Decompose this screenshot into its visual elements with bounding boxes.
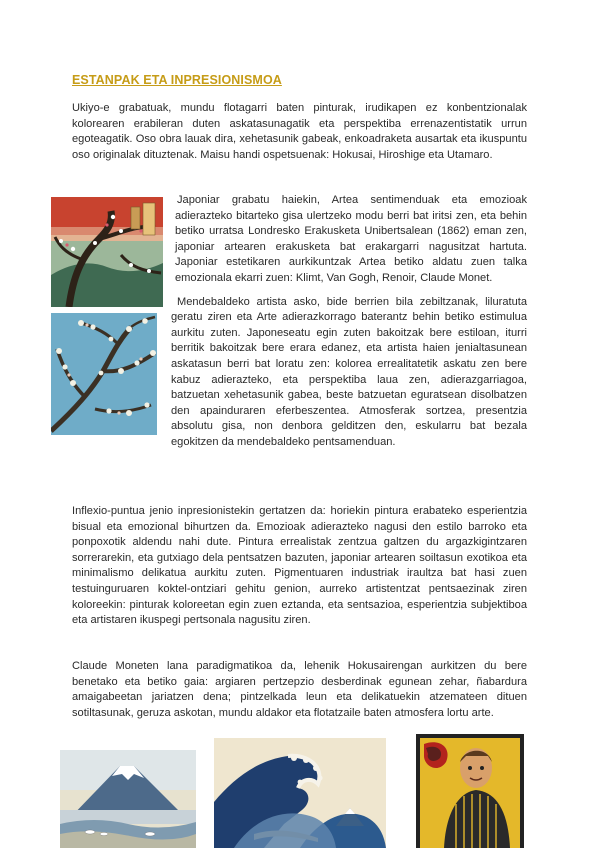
van-gogh-portrait-image xyxy=(416,734,524,848)
mount-fuji-print-image xyxy=(60,750,196,848)
plum-garden-print-image xyxy=(51,197,163,307)
float-block xyxy=(51,193,527,451)
paragraph-ukiyo-e: Ukiyo-e grabatuak, mundu flotagarri baten pinturak, irudikapen ez konbentzionalak kolorearen erabileran duten askatasunagatik eta perspektiba errenazentistatik urrun egoteagatik. Oso obra lauak dira, xehetasunik gabeak, enkoadraketa ausartak eta ikuspuntu oso originalak dituztenak. Maisu handi ospetsuenak: Hokusai, Hiroshige eta Utamaro. xyxy=(72,102,527,161)
great-wave-print-image xyxy=(214,738,386,848)
paragraph-japanese-prints: Japoniar grabatu haiekin, Artea sentimenduak eta emozioak adierazteko bitarteko gisa ulertzeko modu berri bat iritsi zen, eta behin betiko urratsa Londresko Erakusketa Unibertsalean (1862) eman zen, japoniar artearen erakusketa bat erakargarri nagusitzat hartuta. Japoniar estetikaren aurkikuntzak Artea betiko aldatu zuen talka emozionala ekarri zuen: Klimt, Van Gogh, Renoir, Claude Monet. xyxy=(175,194,527,284)
document-title: ESTANPAK ETA INPRESIONISMOA xyxy=(72,73,282,87)
paragraph-monet: Claude Moneten lana paradigmatikoa da, lehenik Hokusairengan aurkitzen du bere benetako eta betiko gaia: argiaren pertzepzio desberdinak egunean zehar, ñabardura amaigabeetan jariatzen dena; pintzelkada leun eta delikatuekin atzemateen dituen sotiltasunak, geruza askotan, mundu aldakor eta flotatzaile baten atmosfera lortu arte. xyxy=(72,660,527,719)
paragraph-impressionists: Inflexio-puntua jenio inpresionistekin gertatzen da: horiekin pintura erabateko esperientzia bisual eta emozional bihurtzen da. Emozioak adierazteko nagusi den estilo barroko eta ponpoxotik aldendu nahi dute. Pintura errealistak zentzua galtzen du argazkigintzaren sorrerarekin, eta gutxiago dela pentsatzen bazuten, japoniar artearen soiltasun exotikoa eta minimalismo delikatua aurkitu zuten. Pigmentuaren industriak iraultza bat hasi zuen testuinguruaren koktel-ontziari gehitu genion, aurreko artistentzat pentsaezinak ziren koloreekin: pinturak koloreetan egin zuen eztanda, eta sentsazioa, esperientzia subjektiboa eta artistaren ikuspegi pertsonala nagusitu ziren. xyxy=(72,505,527,627)
almond-blossom-painting-image xyxy=(51,313,157,435)
paragraph-western-artists: Mendebaldeko artista asko, bide berrien bila zebiltzanak, liluratuta geratu ziren eta Arte adierazkorrago baterantz behin betiko estimulua aurkitu zuten. Japoneseatu egin zuten bakoitzak bere estiloan, iturri berritik bakoitzak bere erara edanez, eta artista haien jenialtasunean askatasun berri bat loratu zen: kolorea errealitatetik askatu zen bere kabuz adierazteko, eta perspektiba laua zen, adierazgarriagoa, batzuetan xehetasunik gabea, beste batzuetan eguratsean disolbatzen den apainduraren eferbeszentea. Atmosferak sortzea, presentzia absolutu gisa, non denbora gelditzen den, eskularru bat bezala egokitzen da mendebaldeko pentsamenduan. xyxy=(171,295,527,448)
